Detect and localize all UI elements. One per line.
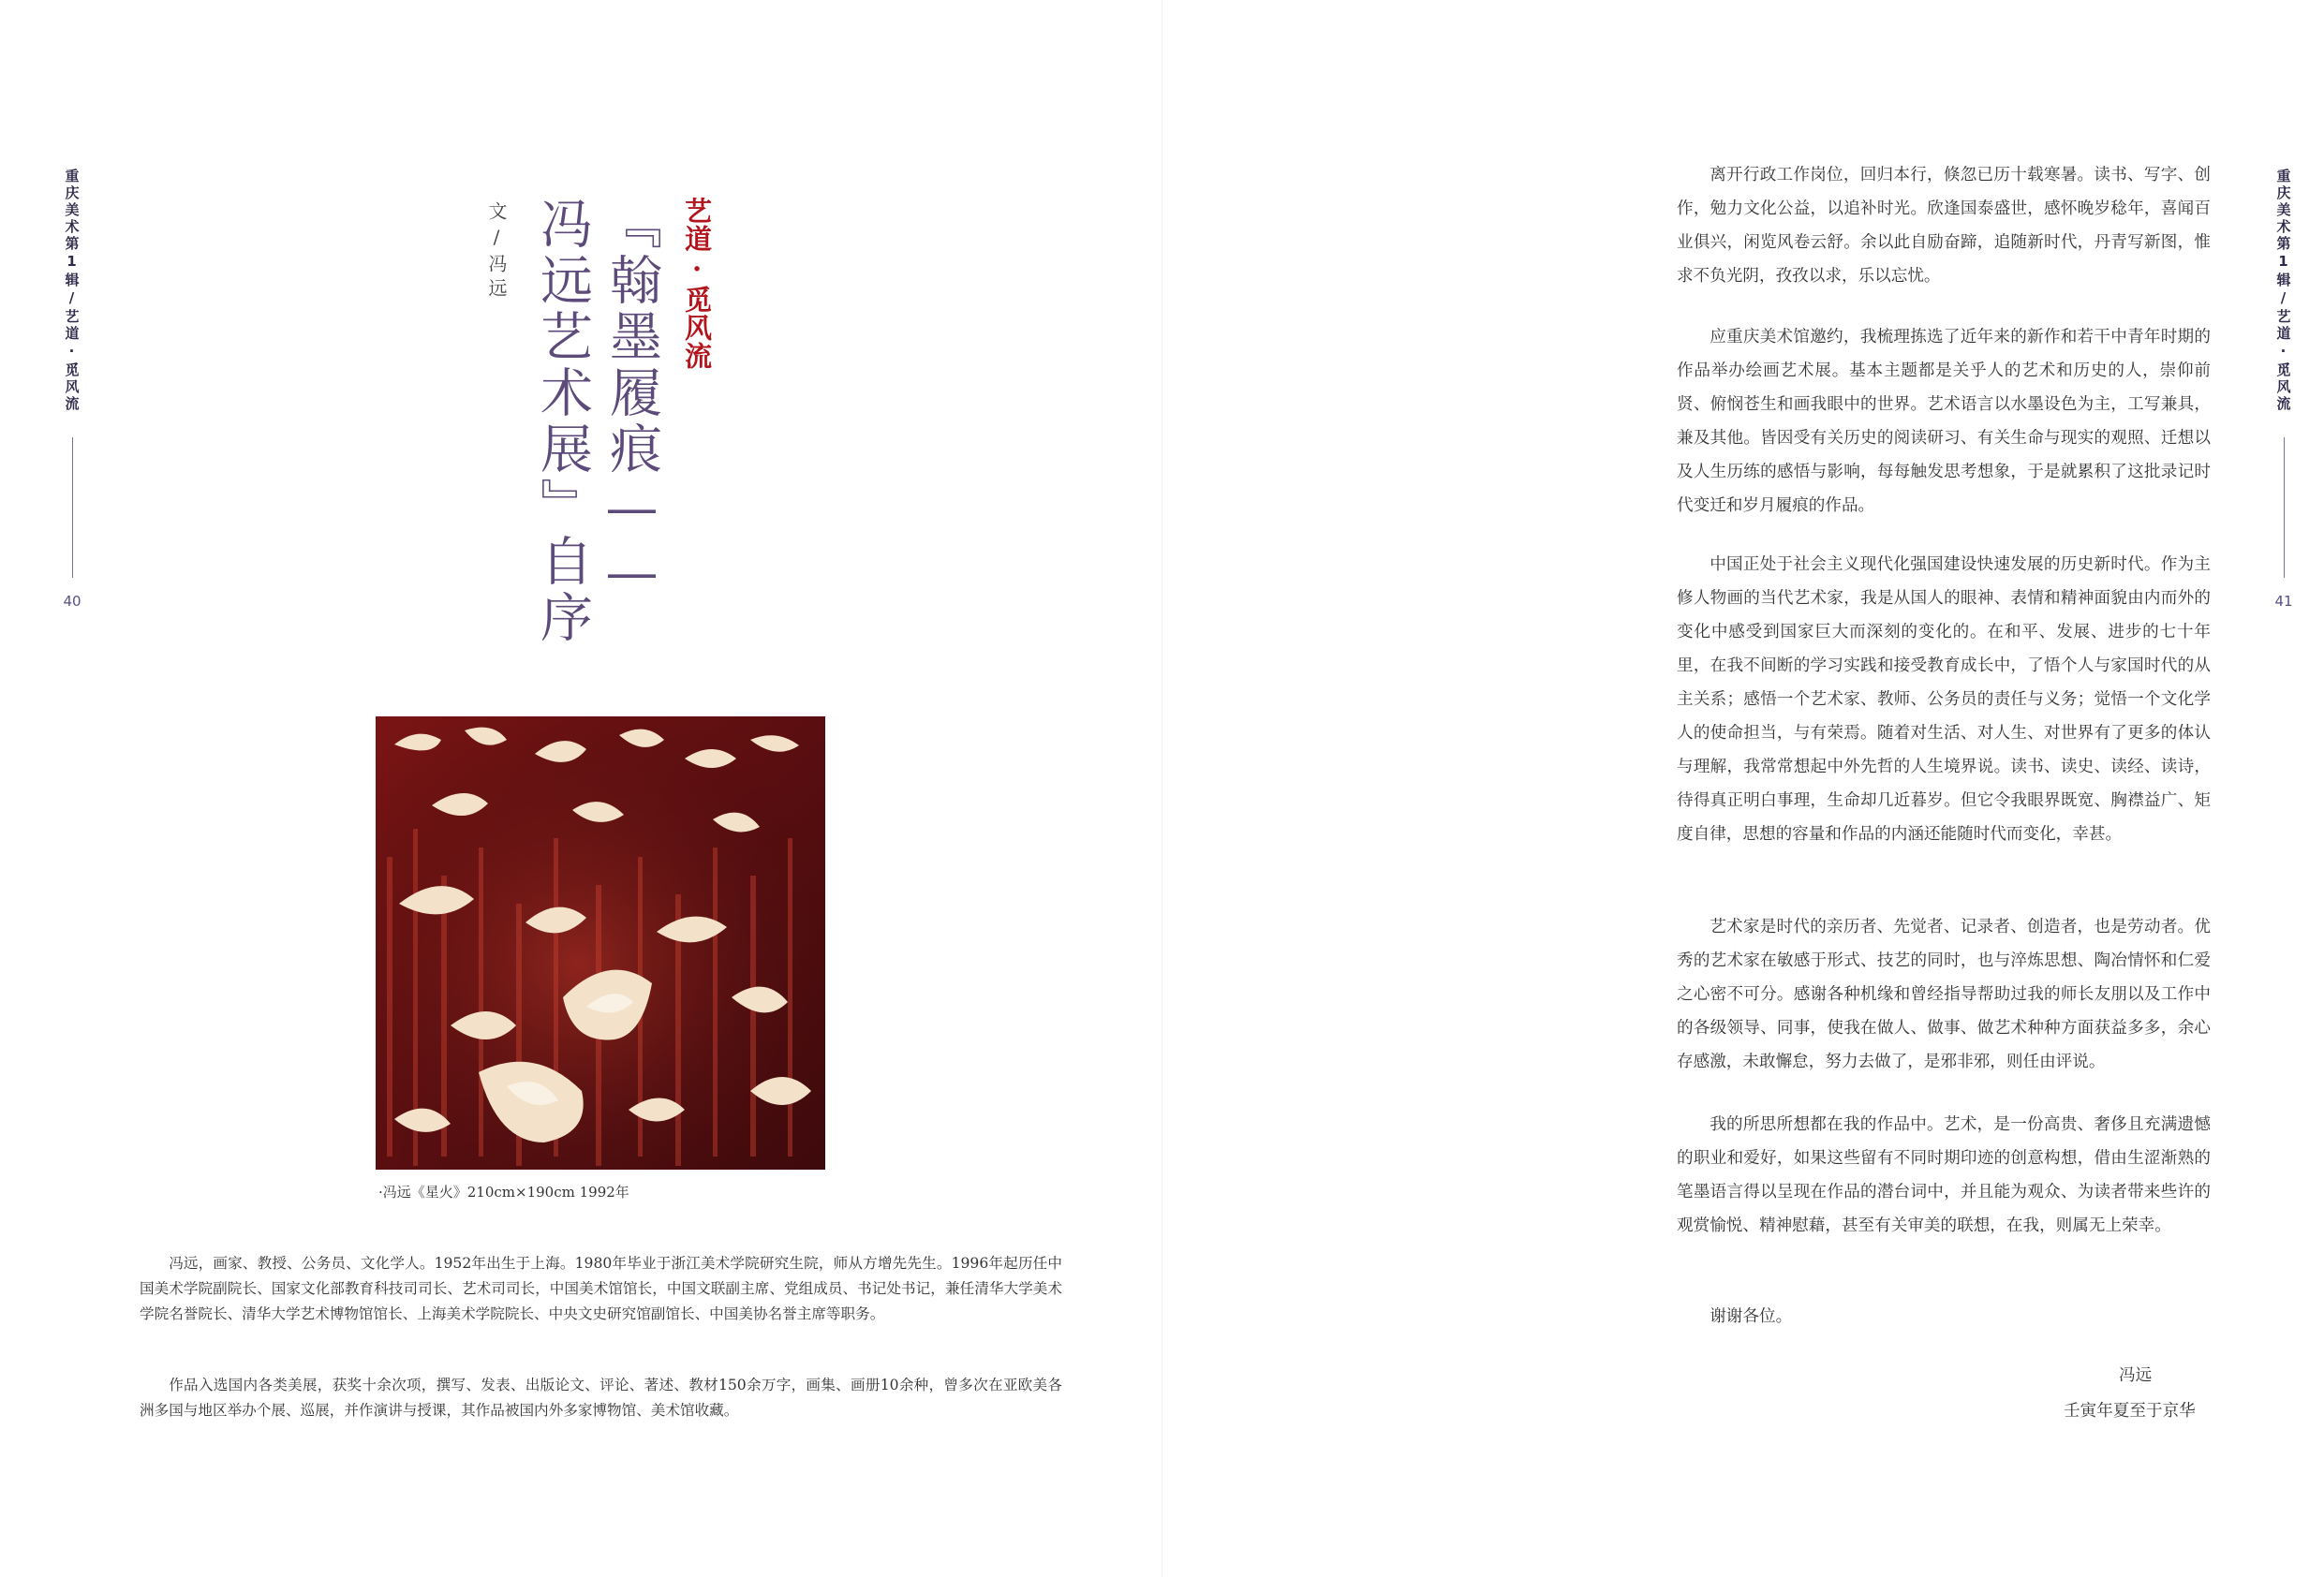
section-tab-text: 重庆美术第1辑/艺道·觅风流 [2274,169,2292,413]
article-title-line-2: 冯远艺术展』自序 [532,197,593,646]
preface-paragraph-2: 应重庆美术馆邀约，我梳理拣选了近年来的新作和若干中青年时期的作品举办绘画艺术展。基本主题都是关乎人的艺术和历史的人，崇仰前贤、俯悯苍生和画我眼中的世界。艺术语言以水墨设色为主，工写兼具，兼及其他。皆因受有关历史的阅读研习、有关生命与现实的观照、迁想以及人生历练的感悟与影响，每每触发思考想象，于是就累积了这批录记时代变迁和岁月履痕的作品。 [1677,328,2211,515]
preface-paragraph-3: 中国正处于社会主义现代化强国建设快速发展的历史新时代。作为主修人物画的当代艺术家，我是从国人的眼神、表情和精神面貌由内而外的变化中感受到国家巨大而深刻的变化的。在和平、发展、进步的七十年里，在我不间断的学习实践和接受教育成长中，了悟个人与家国时代的从主关系；感悟一个艺术家、教师、公务员的责任与义务；觉悟一个文化学人的使命担当，与有荣焉。随着对生活、对人生、对世界有了更多的体认与理解，我常常想起中外先哲的人生境界说。读书、读史、读经、读诗，待得真正明白事理，生命却几近暮岁。但它令我眼界既宽、胸襟益广、矩度自律，思想的容量和作品的内涵还能随时代而变化，幸甚。 [1677,555,2211,844]
preface-paragraph-5: 我的所思所想都在我的作品中。艺术，是一份高贵、奢侈且充满遗憾的职业和爱好，如果这些留有不同时期印迹的创意构想，借由生涩渐熟的笔墨语言得以呈现在作品的潜台词中，并且能为观众、为读者带来些许的观赏愉悦、精神慰藉，甚至有关审美的联想，在我，则属无上荣幸。 [1677,1115,2211,1235]
page-number: 40 [63,593,81,610]
right-side-tab [2273,169,2294,610]
column-tag: 艺道·觅风流 [681,197,713,370]
tab-divider-line [2284,437,2285,578]
article-title-line-1: 『翰墨履痕—— [601,197,662,607]
signature-date: 壬寅年夏至于京华 [2064,1402,2196,1421]
preface-paragraph-1: 离开行政工作岗位，回归本行，倏忽已历十载寒暑。读书、写字、创作，勉力文化公益，以追补时光。欣逢国泰盛世，感怀晚岁稔年，喜闻百业俱兴，闲览风卷云舒。余以此自励奋蹄，追随新时代，丹青写新图，惟求不负光阴，孜孜以求，乐以忘忧。 [1677,166,2211,286]
author-byline: 文/冯远 [485,201,508,302]
section-tab-text: 重庆美术第1辑/艺道·觅风流 [63,169,81,413]
painting-caption: ·冯远《星火》210cm×190cm 1992年 [378,1184,629,1201]
signature-name: 冯远 [2119,1366,2153,1385]
preface-paragraph-4: 艺术家是时代的亲历者、先觉者、记录者、创造者，也是劳动者。优秀的艺术家在敏感于形式、技艺的同时，也与淬炼思想、陶冶情怀和仁爱之心密不可分。感谢各种机缘和曾经指导帮助过我的师长友朋以及工作中的各级领导、同事，使我在做人、做事、做艺术种种方面获益多多，余心存感激，未敢懈怠，努力去做了，是邪非邪，则任由评说。 [1677,918,2211,1071]
author-bio-paragraph-1: 冯远，画家、教授、公务员、文化学人。1952年出生于上海。1980年毕业于浙江美术学院研究生院，师从方增先先生。1996年起历任中国美术学院副院长、国家文化部教育科技司司长、艺术司司长，中国美术馆馆长，中国文联副主席、党组成员、书记处书记，兼任清华大学美术学院名誉院长、清华大学艺术博物馆馆长、上海美术学院院长、中央文史研究馆副馆长、中国美协名誉主席等职务。 [140,1255,1062,1322]
painting-image [376,716,825,1170]
left-side-tab [62,169,82,610]
tab-divider-line [72,437,73,578]
page-number: 41 [2274,593,2293,610]
preface-paragraph-6: 谢谢各位。 [1710,1307,1793,1326]
author-bio-paragraph-2: 作品入选国内各类美展，获奖十余次项，撰写、发表、出版论文、评论、著述、教材150余万字，画集、画册10余种，曾多次在亚欧美各洲多国与地区举办个展、巡展，并作演讲与授课，其作品被国内外多家博物馆、美术馆收藏。 [140,1377,1062,1419]
